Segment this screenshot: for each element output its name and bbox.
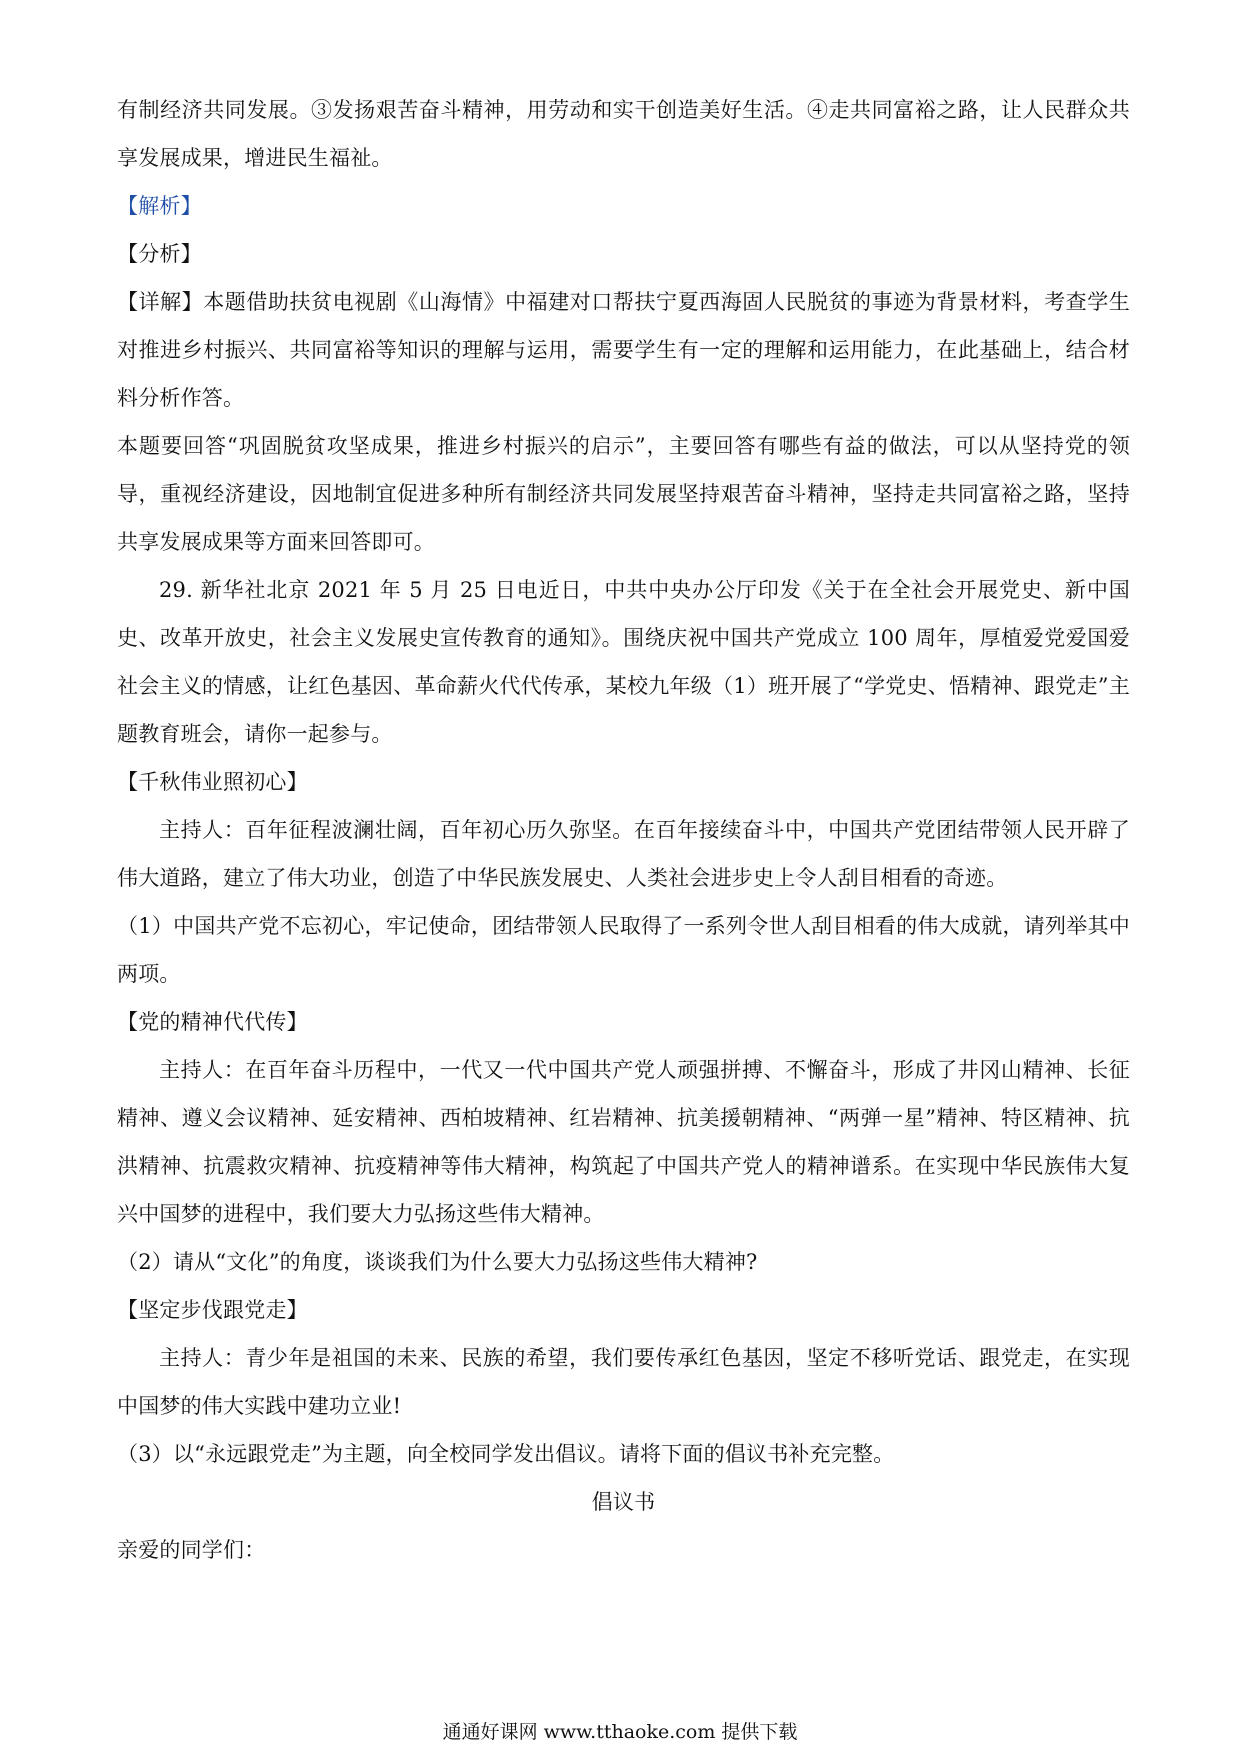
sub-question-1: （1）中国共产党不忘初心，牢记使命，团结带领人民取得了一系列令世人刮目相看的伟大成就，请列举其中两项。 — [117, 914, 1130, 986]
question-29 — [117, 566, 1130, 1574]
question-29-stem: 29. 新华社北京 2021 年 5 月 25 日电近日，中共中央办公厅印发《关于在全社会开展党史、新中国史、改革开放史，社会主义发展史宣传教育的通知》。围绕庆祝中国共产党成立 100 周年，厚植爱党爱国爱社会主义的情感，让红色基因、革命薪火代代传承，某校九年级（1）班开展了“学党史、悟精神、跟党走”主题教育班会，请你一起参与。 — [117, 578, 1130, 746]
section-heading-3: 【坚定步伐跟党走】 — [117, 1298, 308, 1322]
section-heading-1: 【千秋伟业照初心】 — [117, 770, 308, 794]
host-remark-3: 主持人：青少年是祖国的未来、民族的希望，我们要传承红色基因，坚定不移听党话、跟党走，在实现中国梦的伟大实践中建功立业! — [117, 1346, 1130, 1418]
fenxi-label: 【分析】 — [117, 242, 202, 266]
answer-continuation — [117, 86, 1130, 566]
answer-paragraph: 有制经济共同发展。③发扬艰苦奋斗精神，用劳动和实干创造美好生活。④走共同富裕之路，让人民群众共享发展成果，增进民生福祉。 — [117, 98, 1130, 170]
letter-salutation: 亲爱的同学们： — [117, 1538, 266, 1562]
section-heading-2: 【党的精神代代传】 — [117, 1010, 308, 1034]
analysis-label: 【解析】 — [117, 194, 202, 218]
letter-title: 倡议书 — [591, 1490, 656, 1514]
answer-guide-paragraph: 本题要回答“巩固脱贫攻坚成果，推进乡村振兴的启示”，主要回答有哪些有益的做法，可以从坚持党的领导，重视经济建设，因地制宜促进多种所有制经济共同发展坚持艰苦奋斗精神，坚持走共同富裕之路，坚持共享发展成果等方面来回答即可。 — [117, 434, 1130, 554]
sub-question-3: （3）以“永远跟党走”为主题，向全校同学发出倡议。请将下面的倡议书补充完整。 — [117, 1442, 895, 1466]
host-remark-2: 主持人：在百年奋斗历程中，一代又一代中国共产党人顽强拼搏、不懈奋斗，形成了井冈山精神、长征精神、遵义会议精神、延安精神、西柏坡精神、红岩精神、抗美援朝精神、“两弹一星”精神、特区精神、抗洪精神、抗震救灾精神、抗疫精神等伟大精神，构筑起了中国共产党人的精神谱系。在实现中华民族伟大复兴中国梦的进程中，我们要大力弘扬这些伟大精神。 — [117, 1058, 1130, 1226]
footer-source: 通通好课网 www.tthaoke.com 提供下载 — [442, 1721, 798, 1743]
sub-question-2: （2）请从“文化”的角度，谈谈我们为什么要大力弘扬这些伟大精神? — [117, 1250, 758, 1274]
host-remark-1: 主持人：百年征程波澜壮阔，百年初心历久弥坚。在百年接续奋斗中，中国共产党团结带领人民开辟了伟大道路，建立了伟大功业，创造了中华民族发展史、人类社会进步史上令人刮目相看的奇迹。 — [117, 818, 1130, 890]
detail-paragraph: 【详解】本题借助扶贫电视剧《山海情》中福建对口帮扶宁夏西海固人民脱贫的事迹为背景材料，考查学生对推进乡村振兴、共同富裕等知识的理解与运用，需要学生有一定的理解和运用能力，在此基础上，结合材料分析作答。 — [117, 290, 1130, 410]
